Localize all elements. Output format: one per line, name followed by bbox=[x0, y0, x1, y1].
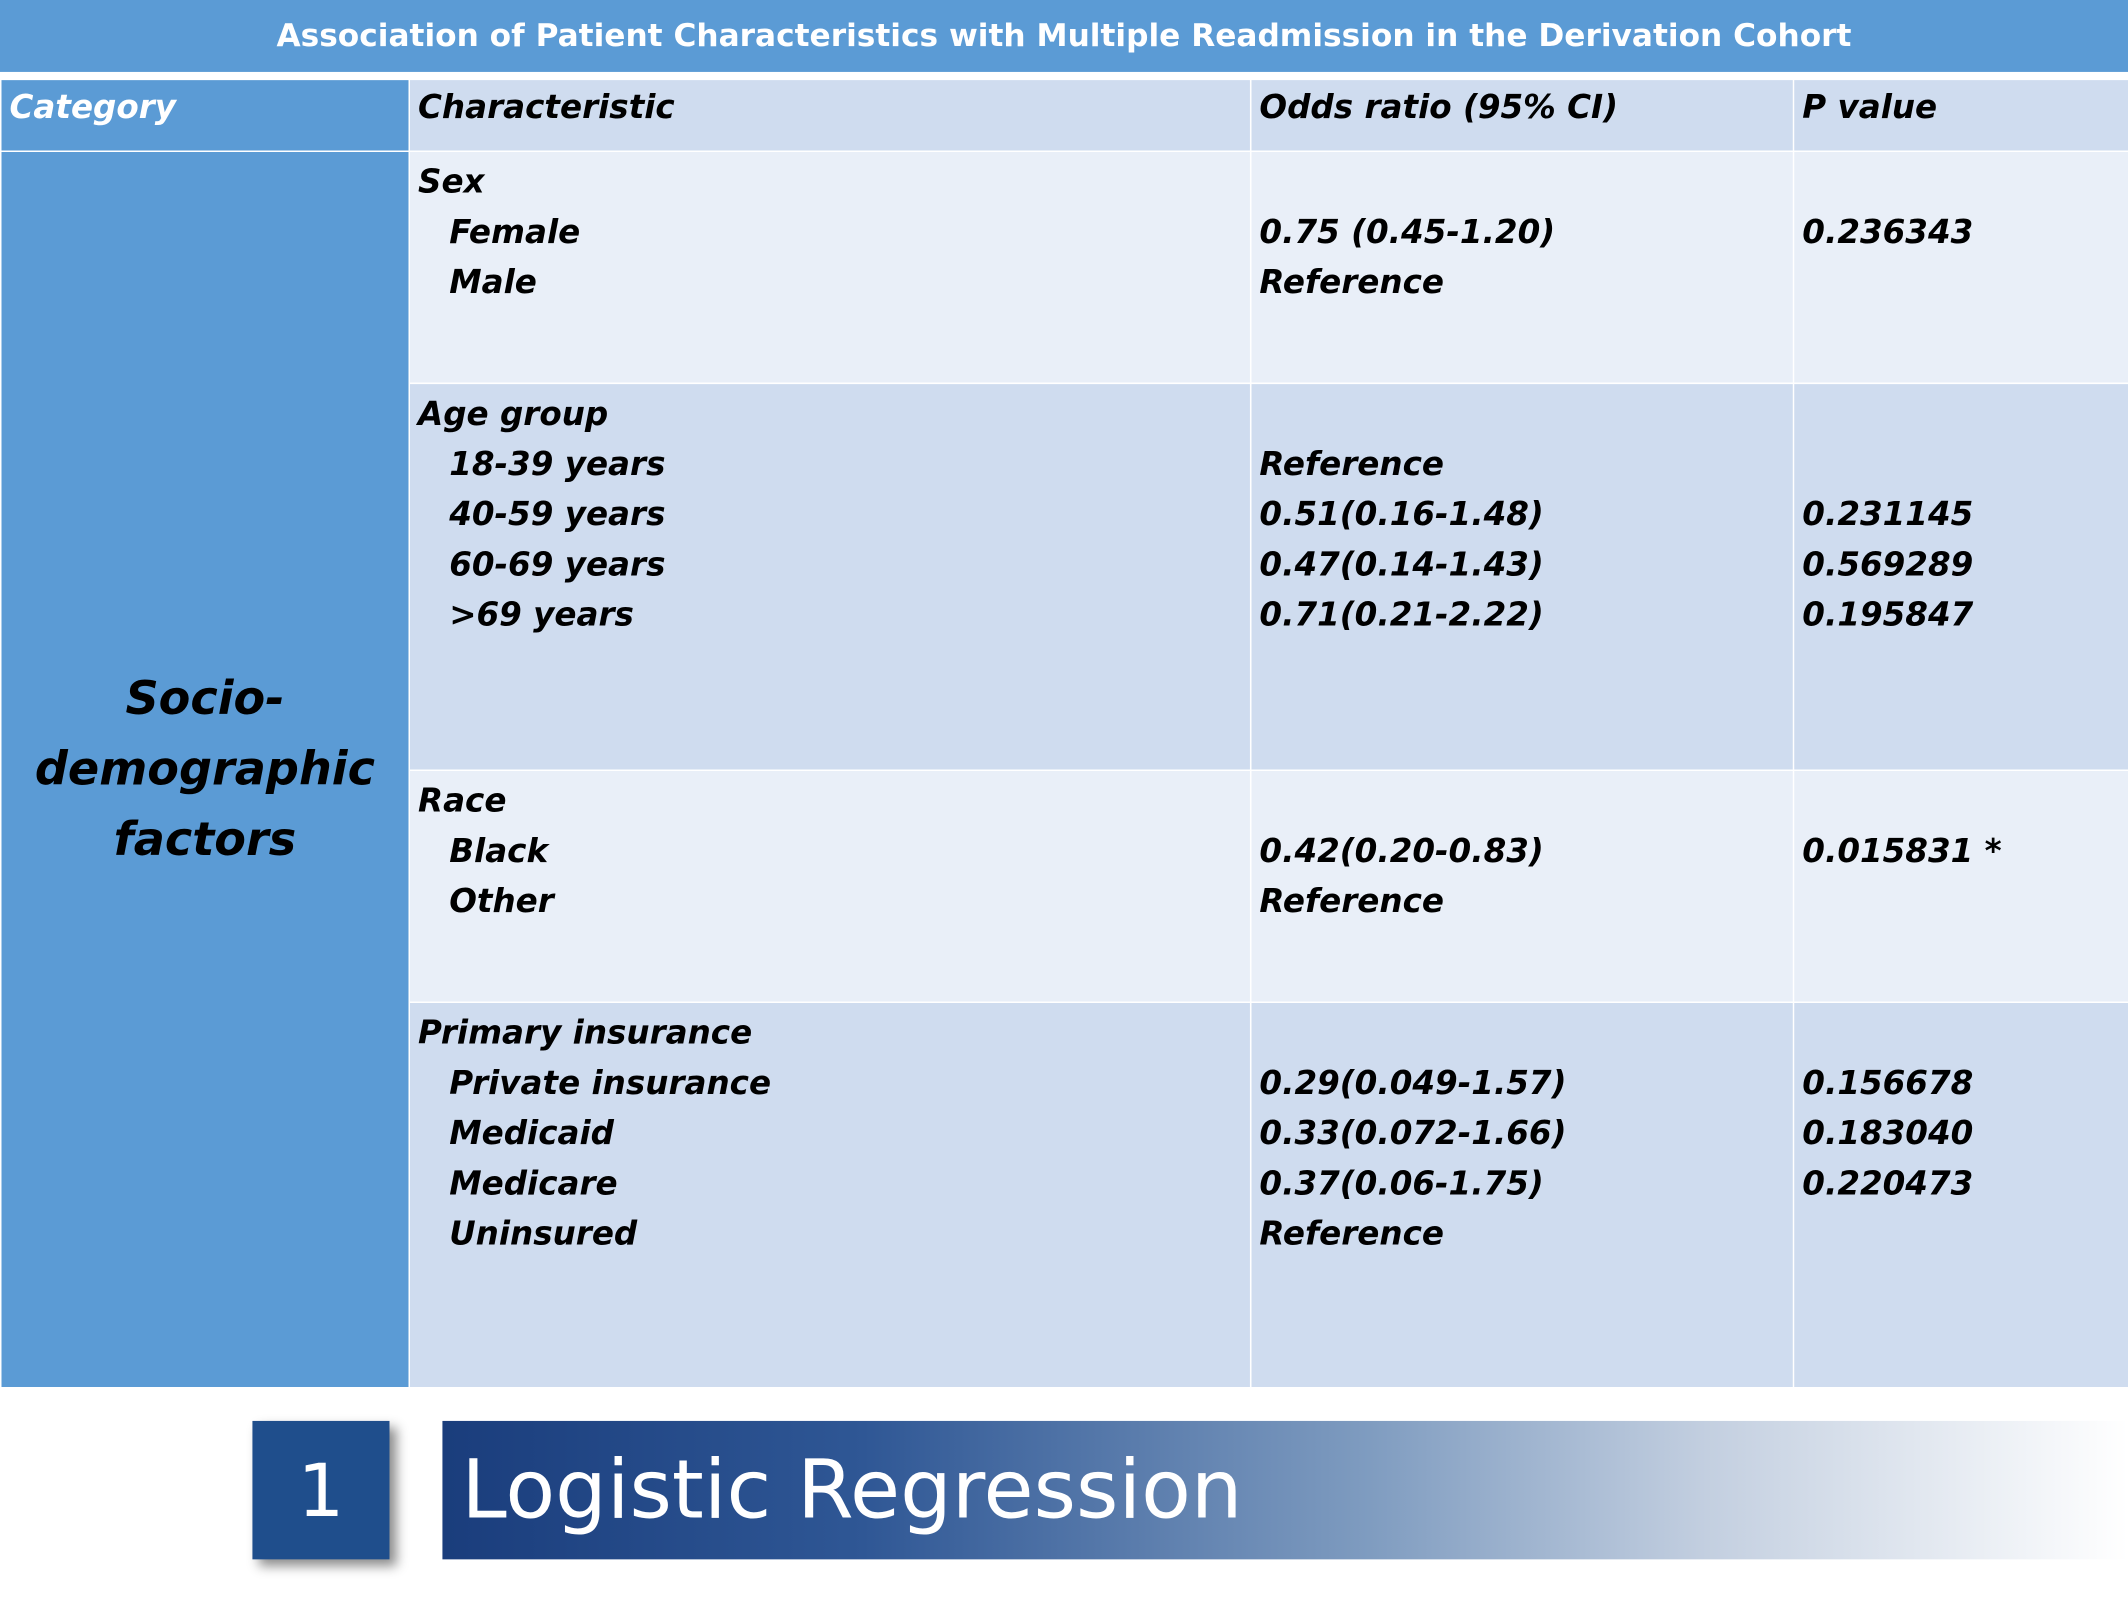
table-row bbox=[1, 151, 2128, 383]
odds-ratio-cell bbox=[1251, 770, 1794, 1002]
odds-ratio-value: 0.51(0.16-1.48) bbox=[1259, 495, 1544, 534]
row-label: Other bbox=[449, 882, 554, 921]
odds-ratio-value: Reference bbox=[1259, 882, 1444, 921]
row-label: Black bbox=[449, 831, 549, 870]
characteristic-cell bbox=[409, 151, 1250, 383]
p-value: 0.569289 bbox=[1802, 545, 1974, 584]
odds-ratio-value: 0.47(0.14-1.43) bbox=[1259, 545, 1544, 584]
row-label: >69 years bbox=[449, 595, 634, 634]
p-value: 0.236343 bbox=[1802, 213, 1974, 252]
p-value-cell bbox=[1793, 1002, 2128, 1387]
p-value bbox=[1802, 440, 2120, 490]
row-label: Uninsured bbox=[449, 1214, 638, 1253]
group-name: Race bbox=[417, 781, 507, 820]
row-label: Private insurance bbox=[449, 1063, 772, 1102]
odds-ratio-value: 0.29(0.049-1.57) bbox=[1259, 1063, 1567, 1102]
header-category: Category bbox=[1, 79, 409, 151]
row-label: Female bbox=[449, 213, 581, 252]
row-label: 60-69 years bbox=[449, 545, 666, 584]
section-title: Logistic Regression bbox=[461, 1442, 1243, 1538]
header-odds-ratio: Odds ratio (95% CI) bbox=[1251, 79, 1794, 151]
table-header-row bbox=[1, 79, 2128, 151]
p-value-cell bbox=[1793, 770, 2128, 1002]
odds-ratio-cell bbox=[1251, 383, 1794, 770]
group-name: Primary insurance bbox=[417, 1013, 753, 1052]
p-value bbox=[1802, 1209, 2120, 1259]
row-label: Medicare bbox=[449, 1164, 618, 1203]
slide-title: Association of Patient Characteristics with Multiple Readmission in the Derivation Cohort bbox=[0, 0, 2128, 72]
characteristic-cell bbox=[409, 383, 1250, 770]
p-value: 0.156678 bbox=[1802, 1063, 1974, 1102]
odds-ratio-value: Reference bbox=[1259, 445, 1444, 484]
odds-ratio-cell bbox=[1251, 151, 1794, 383]
group-name: Sex bbox=[417, 162, 485, 201]
p-value: 0.195847 bbox=[1802, 595, 1974, 634]
header-characteristic: Characteristic bbox=[409, 79, 1250, 151]
header-p-value: P value bbox=[1793, 79, 2128, 151]
p-value: 0.220473 bbox=[1802, 1164, 1974, 1203]
p-value bbox=[1802, 258, 2120, 308]
row-label: 18-39 years bbox=[449, 445, 666, 484]
odds-ratio-value: Reference bbox=[1259, 263, 1444, 302]
odds-ratio-value: 0.42(0.20-0.83) bbox=[1259, 831, 1544, 870]
characteristic-cell bbox=[409, 1002, 1250, 1387]
odds-ratio-value: Reference bbox=[1259, 1214, 1444, 1253]
section-title-banner bbox=[442, 1421, 2128, 1559]
row-label: 40-59 years bbox=[449, 495, 666, 534]
p-value-cell bbox=[1793, 383, 2128, 770]
odds-ratio-value: 0.75 (0.45-1.20) bbox=[1259, 213, 1556, 252]
category-cell: Socio-demographic factors bbox=[1, 151, 409, 1387]
p-value bbox=[1802, 877, 2120, 927]
group-name: Age group bbox=[417, 394, 609, 433]
row-label: Male bbox=[449, 263, 537, 302]
characteristic-cell bbox=[409, 770, 1250, 1002]
p-value: 0.015831 * bbox=[1802, 831, 2002, 870]
odds-ratio-value: 0.37(0.06-1.75) bbox=[1259, 1164, 1544, 1203]
p-value: 0.231145 bbox=[1802, 495, 1974, 534]
row-label: Medicaid bbox=[449, 1114, 614, 1153]
odds-ratio-cell bbox=[1251, 1002, 1794, 1387]
odds-ratio-value: 0.33(0.072-1.66) bbox=[1259, 1114, 1567, 1153]
section-number-badge: 1 bbox=[252, 1421, 389, 1559]
p-value-cell bbox=[1793, 151, 2128, 383]
odds-ratio-value: 0.71(0.21-2.22) bbox=[1259, 595, 1544, 634]
regression-table bbox=[0, 79, 2128, 1389]
p-value: 0.183040 bbox=[1802, 1114, 1974, 1153]
